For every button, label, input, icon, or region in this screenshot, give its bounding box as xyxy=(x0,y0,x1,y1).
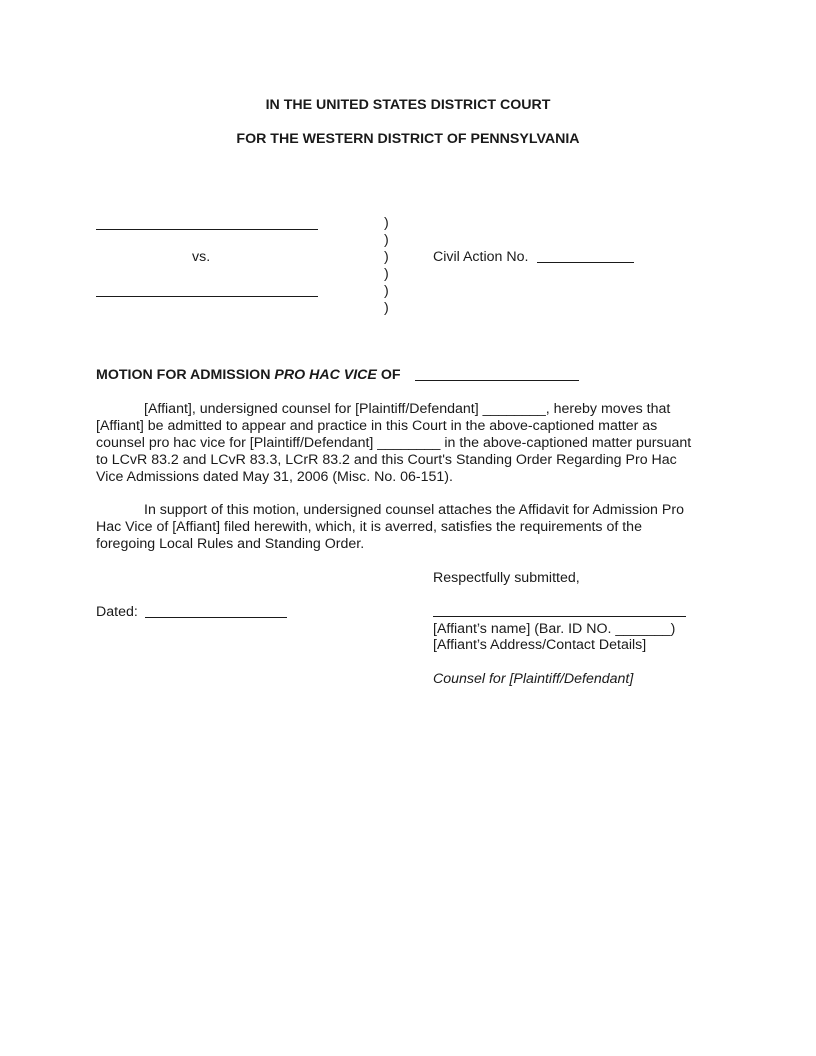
district-heading: FOR THE WESTERN DISTRICT OF PENNSYLVANIA xyxy=(236,131,580,147)
paragraph-1-line: [Affiant], undersigned counsel for [Plaintiff/Defendant] ________, hereby moves that xyxy=(144,401,671,417)
caption-paren: ) xyxy=(384,215,389,231)
attorney-name-blank-line xyxy=(415,380,579,381)
civil-action-blank-line xyxy=(537,262,634,263)
paragraph-2-line: foregoing Local Rules and Standing Order. xyxy=(96,536,365,552)
respectfully-submitted: Respectfully submitted, xyxy=(433,570,580,586)
caption-paren: ) xyxy=(384,232,389,248)
vs-label: vs. xyxy=(192,249,211,265)
paragraph-1-line: to LCvR 83.2 and LCvR 83.3, LCrR 83.2 and this Court's Standing Order Regarding Pro Hac xyxy=(96,452,677,468)
paragraph-2-line: Hac Vice of [Affiant] filed herewith, which, it is averred, satisfies the requirements of the xyxy=(96,519,642,535)
civil-action-label: Civil Action No. xyxy=(433,249,529,265)
paragraph-1-line: counsel pro hac vice for [Plaintiff/Defendant] ________ in the above-captioned matter pursuant xyxy=(96,435,692,451)
caption-paren: ) xyxy=(384,283,389,299)
motion-title xyxy=(96,367,401,384)
date-blank-line xyxy=(145,617,287,618)
caption-paren: ) xyxy=(384,300,389,316)
defendant-blank-line xyxy=(96,296,318,297)
affiant-address-line: [Affiant’s Address/Contact Details] xyxy=(433,637,647,653)
caption-paren: ) xyxy=(384,249,389,265)
paragraph-1-line: [Affiant] be admitted to appear and practice in this Court in the above-captioned matter as xyxy=(96,418,658,434)
affiant-name-line: [Affiant’s name] (Bar. ID NO. _______) xyxy=(433,621,676,637)
dated-label: Dated: xyxy=(96,604,138,620)
caption-paren: ) xyxy=(384,266,389,282)
motion-title-suffix: OF xyxy=(376,367,401,383)
motion-title-prefix: MOTION FOR ADMISSION xyxy=(96,367,275,383)
paragraph-1-line: Vice Admissions dated May 31, 2006 (Misc. No. 06-151). xyxy=(96,469,453,485)
counsel-for-line: Counsel for [Plaintiff/Defendant] xyxy=(433,671,634,687)
plaintiff-blank-line xyxy=(96,229,318,230)
paragraph-2-line: In support of this motion, undersigned counsel attaches the Affidavit for Admission Pro xyxy=(144,502,684,518)
court-heading: IN THE UNITED STATES DISTRICT COURT xyxy=(265,97,551,113)
motion-title-italic: PRO HAC VICE xyxy=(274,367,377,383)
signature-line xyxy=(433,616,686,617)
